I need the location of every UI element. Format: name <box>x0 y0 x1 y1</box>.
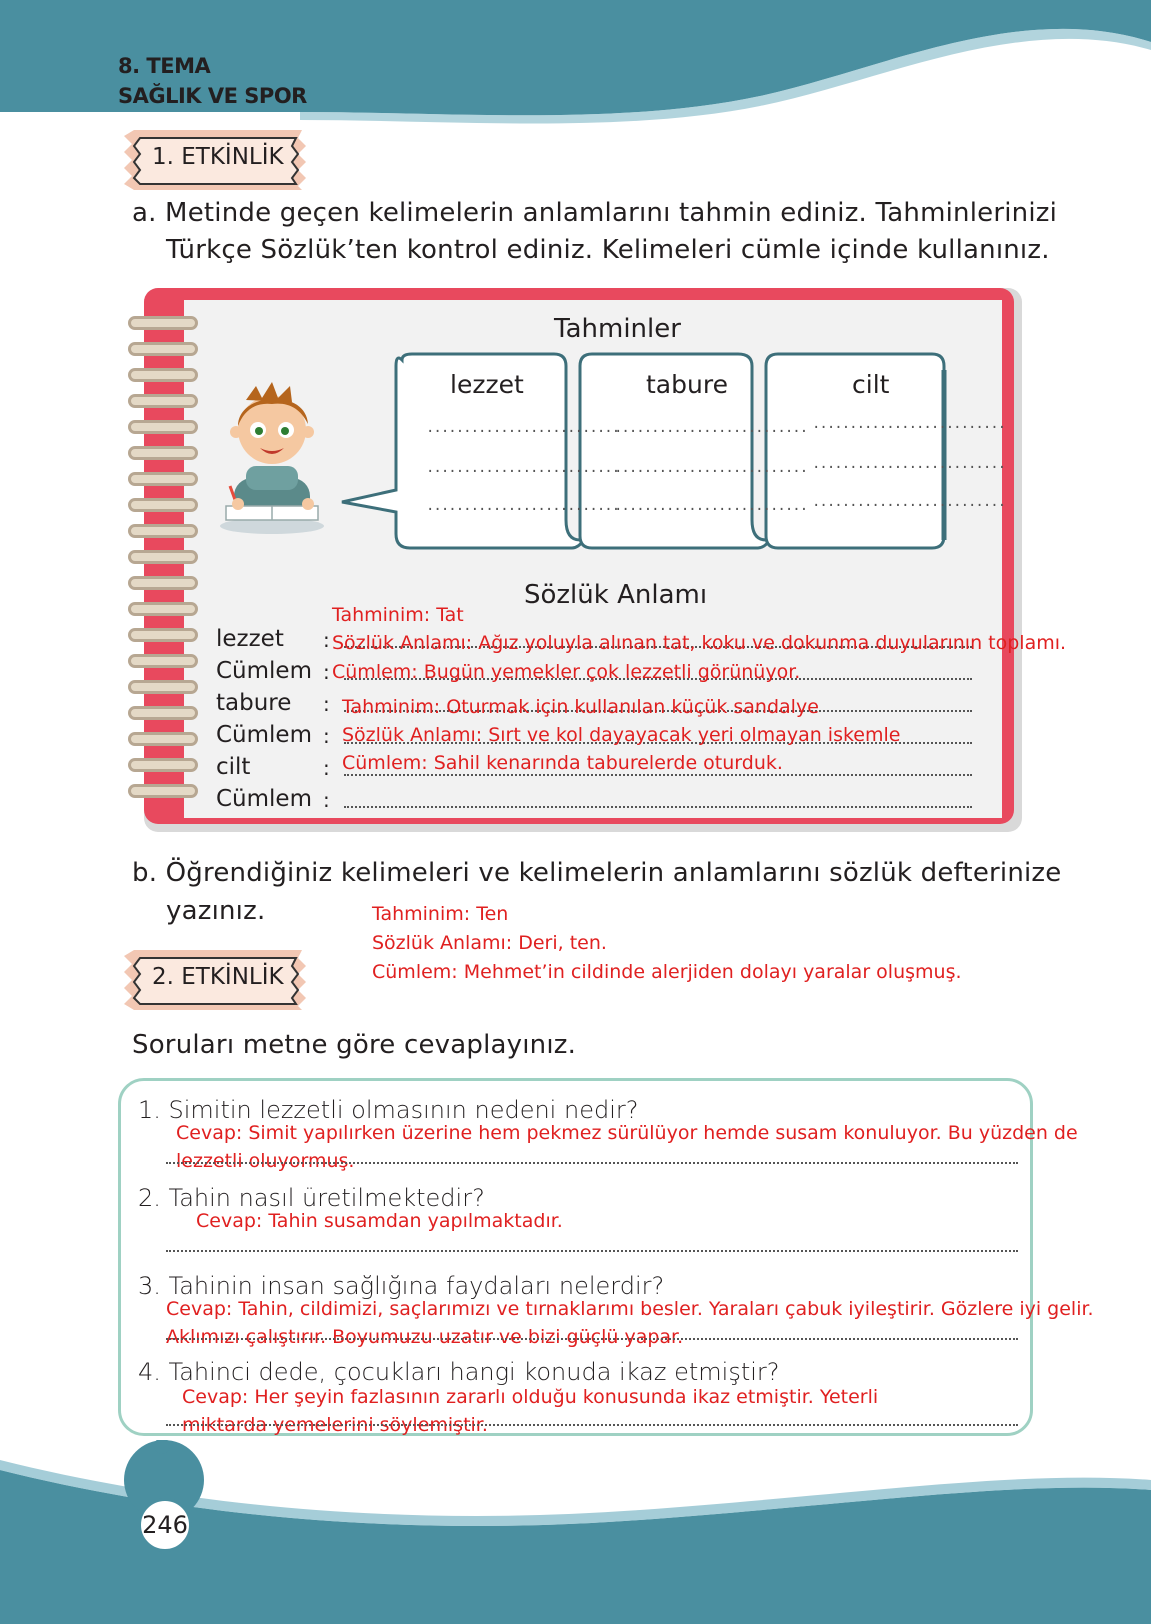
spiral-ring <box>128 576 198 590</box>
row-colon: : <box>323 724 330 748</box>
predictions-title: Tahminler <box>554 314 681 344</box>
spiral-ring <box>128 342 198 356</box>
spiral-ring <box>128 706 198 720</box>
answer-dotted-line <box>166 1338 1018 1340</box>
activity1-instruction-line1: a. Metinde geçen kelimelerin anlamlarını tahmin ediniz. Tahminlerinizi <box>132 198 1058 228</box>
row-label: Cümlem <box>216 722 312 748</box>
answer-cilt-meaning: Sözlük Anlamı: Deri, ten. <box>372 932 607 954</box>
spiral-ring <box>128 758 198 772</box>
word-lezzet: lezzet <box>450 370 524 399</box>
dotted-line: .......................... <box>614 460 808 476</box>
answer-tabure-guess: Tahminim: Oturmak için kullanılan küçük sandalye <box>342 696 819 718</box>
answer-tabure-meaning: Sözlük Anlamı: Sırt ve kol dayayacak yeri olmayan iskemle <box>342 724 901 746</box>
row-label: cilt <box>216 754 251 780</box>
activity2-instruction: Soruları metne göre cevaplayınız. <box>132 1030 577 1060</box>
answer-4-line1: Cevap: Her şeyin fazlasının zararlı olduğu konusunda ikaz etmiştir. Yeterli <box>182 1386 879 1408</box>
dotted-line: .......................... <box>426 460 620 476</box>
page-number: 246 <box>138 1498 192 1552</box>
word-tabure: tabure <box>646 370 728 399</box>
row-dotted-line <box>344 806 972 808</box>
theme-number: 8. TEMA <box>118 54 211 78</box>
boy-reading-illustration <box>212 378 332 538</box>
part-b-line1: b. Öğrendiğiniz kelimeleri ve kelimelerin anlamlarını sözlük defterinize <box>132 858 1062 888</box>
spiral-ring <box>128 368 198 382</box>
question-1: 1. Simitin lezzetli olmasının nedeni nedir? <box>138 1096 639 1124</box>
spiral-ring <box>128 472 198 486</box>
row-label: Cümlem <box>216 786 312 812</box>
answer-4-line2: miktarda yemelerini söylemiştir. <box>182 1414 488 1436</box>
spiral-ring <box>128 550 198 564</box>
dotted-line: .......................... <box>812 456 1006 472</box>
row-colon: : <box>323 788 330 812</box>
answer-lezzet-guess: Tahminim: Tat <box>332 604 464 626</box>
answer-3-line2: Aklımızı çalıştırır. Boyumuzu uzatır ve bizi güçlü yapar. <box>166 1326 684 1348</box>
dotted-line: .......................... <box>812 494 1006 510</box>
answer-lezzet-sentence: Cümlem: Bugün yemekler çok lezzetli görünüyor. <box>332 661 801 683</box>
row-label: Cümlem <box>216 658 312 684</box>
dotted-line: .......................... <box>614 420 808 436</box>
spiral-ring <box>128 680 198 694</box>
answer-dotted-line <box>166 1162 1018 1164</box>
question-3: 3. Tahinin insan sağlığına faydaları nelerdir? <box>138 1272 665 1300</box>
activity1-instruction-line2: Türkçe Sözlük’ten kontrol ediniz. Kelimeleri cümle içinde kullanınız. <box>166 235 1050 265</box>
answer-2-line1: Cevap: Tahin susamdan yapılmaktadır. <box>196 1210 563 1232</box>
dotted-line: .......................... <box>812 416 1006 432</box>
activity1-tag: 1. ETKİNLİK <box>152 144 284 170</box>
answer-cilt-sentence: Cümlem: Mehmet’in cildinde alerjiden dolayı yaralar oluşmuş. <box>372 961 962 983</box>
word-cilt: cilt <box>852 370 890 399</box>
spiral-ring <box>128 524 198 538</box>
theme-name: SAĞLIK VE SPOR <box>118 84 307 108</box>
row-colon: : <box>323 628 330 652</box>
row-colon: : <box>323 756 330 780</box>
spiral-ring <box>128 420 198 434</box>
spiral-ring <box>128 316 198 330</box>
spiral-ring <box>128 446 198 460</box>
dotted-line: .......................... <box>614 498 808 514</box>
spiral-ring <box>128 394 198 408</box>
question-4: 4. Tahinci dede, çocukları hangi konuda ikaz etmiştir? <box>138 1358 780 1386</box>
spiral-ring <box>128 498 198 512</box>
dotted-line: .......................... <box>426 498 620 514</box>
spiral-ring <box>128 654 198 668</box>
dictionary-title: Sözlük Anlamı <box>524 580 708 610</box>
question-2: 2. Tahin nasıl üretilmektedir? <box>138 1184 485 1212</box>
row-colon: : <box>323 692 330 716</box>
row-label: tabure <box>216 690 292 716</box>
answer-dotted-line <box>166 1424 1018 1426</box>
answer-dotted-line <box>166 1250 1018 1252</box>
row-dotted-line <box>344 774 972 776</box>
row-colon: : <box>323 660 330 684</box>
part-b-line2: yazınız. <box>166 896 266 926</box>
spiral-ring <box>128 602 198 616</box>
answer-1-line1: Cevap: Simit yapılırken üzerine hem pekmez sürülüyor hemde susam konuluyor. Bu yüzden de <box>176 1122 1078 1144</box>
spiral-ring <box>128 784 198 798</box>
activity2-tag: 2. ETKİNLİK <box>152 964 284 990</box>
dotted-line: .......................... <box>426 420 620 436</box>
answer-3-line1: Cevap: Tahin, cildimizi, saçlarımızı ve tırnaklarımı besler. Yaraları çabuk iyileştirir. Gözlere iyi gelir. <box>166 1298 1094 1320</box>
answer-cilt-guess: Tahminim: Ten <box>372 903 509 925</box>
row-label: lezzet <box>216 626 284 652</box>
spiral-ring <box>128 628 198 642</box>
answer-1-line2: lezzetli oluyormuş. <box>176 1150 355 1172</box>
answer-tabure-sentence: Cümlem: Sahil kenarında taburelerde oturduk. <box>342 752 783 774</box>
spiral-ring <box>128 732 198 746</box>
answer-lezzet-meaning: Sözlük Anlamı: Ağız yoluyla alınan tat, koku ve dokunma duyularının toplamı. <box>332 632 1067 654</box>
